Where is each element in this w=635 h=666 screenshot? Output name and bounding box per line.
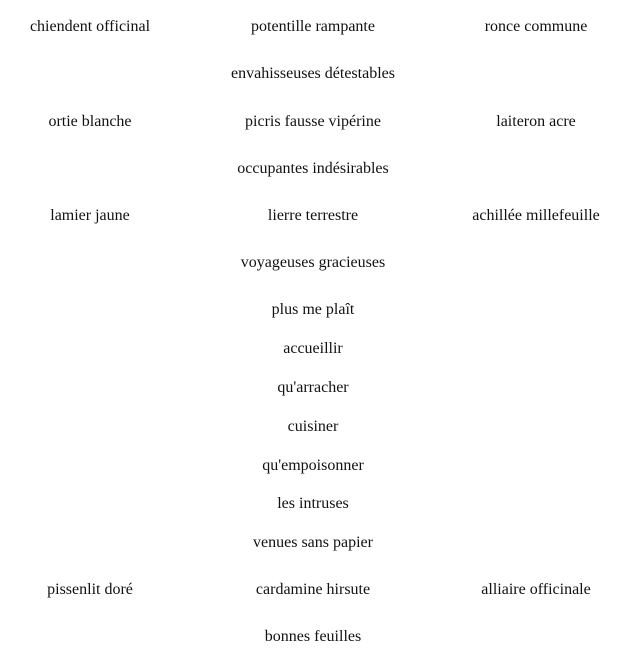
plant-name-2-left: ortie blanche: [48, 113, 132, 130]
plant-name-4-left: pissenlit doré: [47, 581, 133, 598]
verse-line: accueillir: [283, 340, 343, 357]
group-caption-2: occupantes indésirables: [237, 160, 389, 177]
verse-line: plus me plaît: [271, 301, 355, 318]
plant-name-3-right: achillée millefeuille: [472, 207, 600, 224]
verse-line: les intruses: [277, 495, 349, 512]
plant-name-3-left: lamier jaune: [50, 207, 130, 224]
plant-name-2-middle: picris fausse vipérine: [245, 113, 381, 130]
plant-name-1-left: chiendent officinal: [29, 18, 151, 35]
plant-name-1-middle: potentille rampante: [251, 18, 375, 35]
verse-line: cuisiner: [287, 418, 339, 435]
group-caption-3: voyageuses gracieuses: [240, 254, 386, 271]
verse-line: qu'arracher: [277, 379, 349, 396]
plant-name-4-right: alliaire officinale: [481, 581, 591, 598]
verse-line: qu'empoisonner: [262, 457, 364, 474]
group-caption-1: envahisseuses détestables: [231, 65, 395, 82]
plant-name-1-right: ronce commune: [484, 18, 588, 35]
plant-name-3-middle: lierre terrestre: [267, 207, 359, 224]
verse-line: venues sans papier: [253, 534, 373, 551]
plant-name-4-middle: cardamine hirsute: [255, 581, 371, 598]
group-caption-4: bonnes feuilles: [264, 628, 362, 645]
plant-name-2-right: laiteron acre: [496, 113, 576, 130]
